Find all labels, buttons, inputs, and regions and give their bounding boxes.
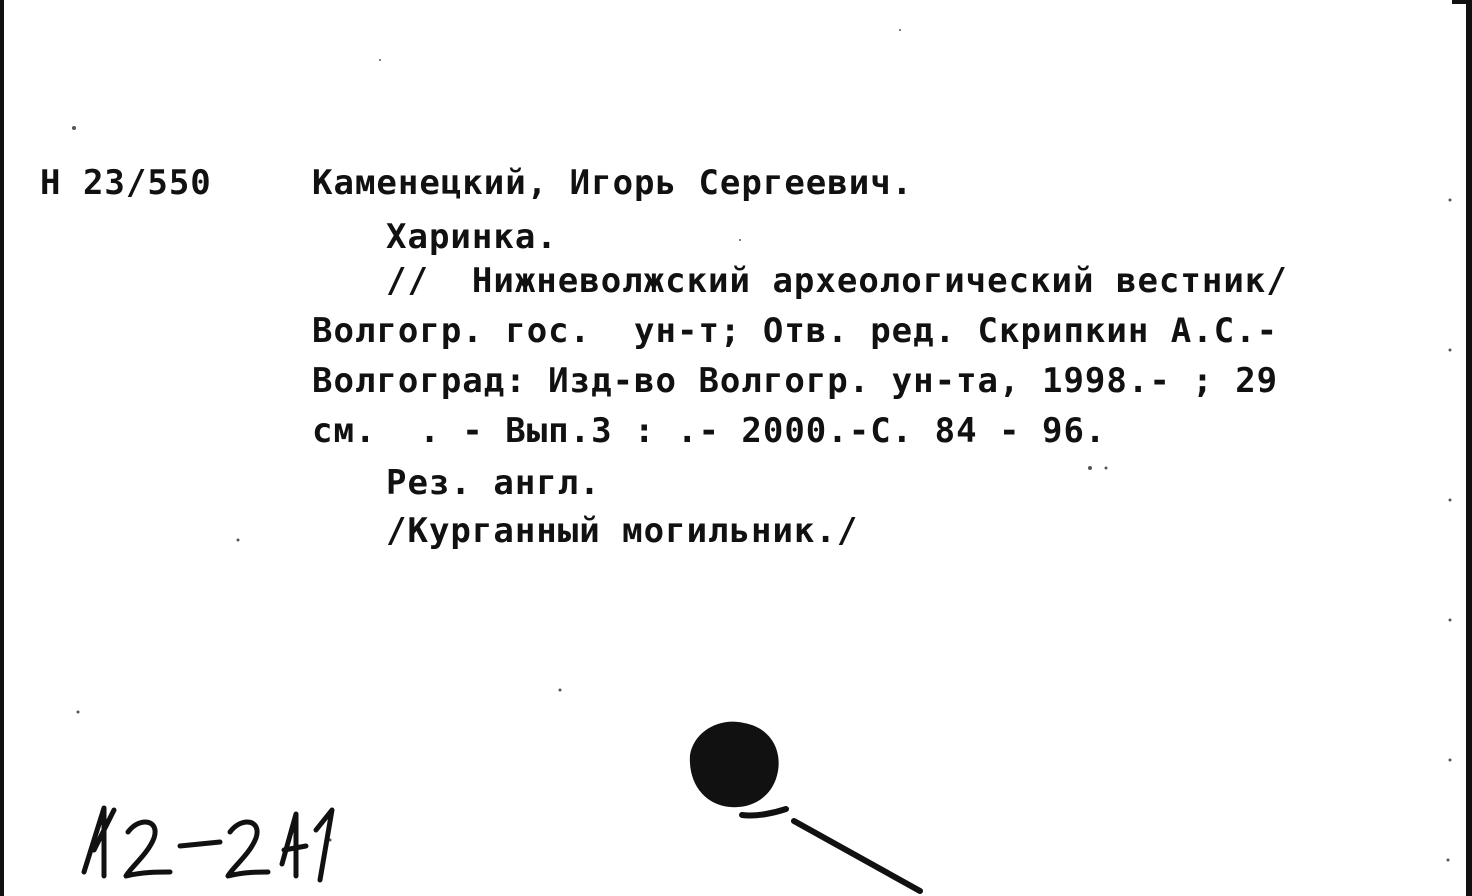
handwritten-inventory-number xyxy=(70,780,360,890)
punch-hole-icon xyxy=(670,705,940,896)
subject-heading: /Курганный могильник./ xyxy=(386,511,859,551)
card-left-edge xyxy=(0,0,4,896)
series-line: Волгоград: Изд-во Волгогр. ун-та, 1998.- ; 29 xyxy=(312,361,1279,401)
series-line: см. . - Вып.3 : .- 2000.-С. 84 - 96. xyxy=(312,411,1107,451)
series-line: Волгогр. гос. ун-т; Отв. ред. Скрипкин А.С.- xyxy=(312,311,1279,351)
record-title: Харинка. xyxy=(386,217,558,257)
author-heading: Каменецкий, Игорь Сергеевич. xyxy=(312,163,914,203)
summary-note: Рез. англ. xyxy=(386,463,601,503)
card-right-edge xyxy=(1466,0,1472,896)
call-number: Н 23/550 xyxy=(40,163,212,203)
series-line: // Нижневолжский археологический вестник/ xyxy=(386,261,1288,301)
